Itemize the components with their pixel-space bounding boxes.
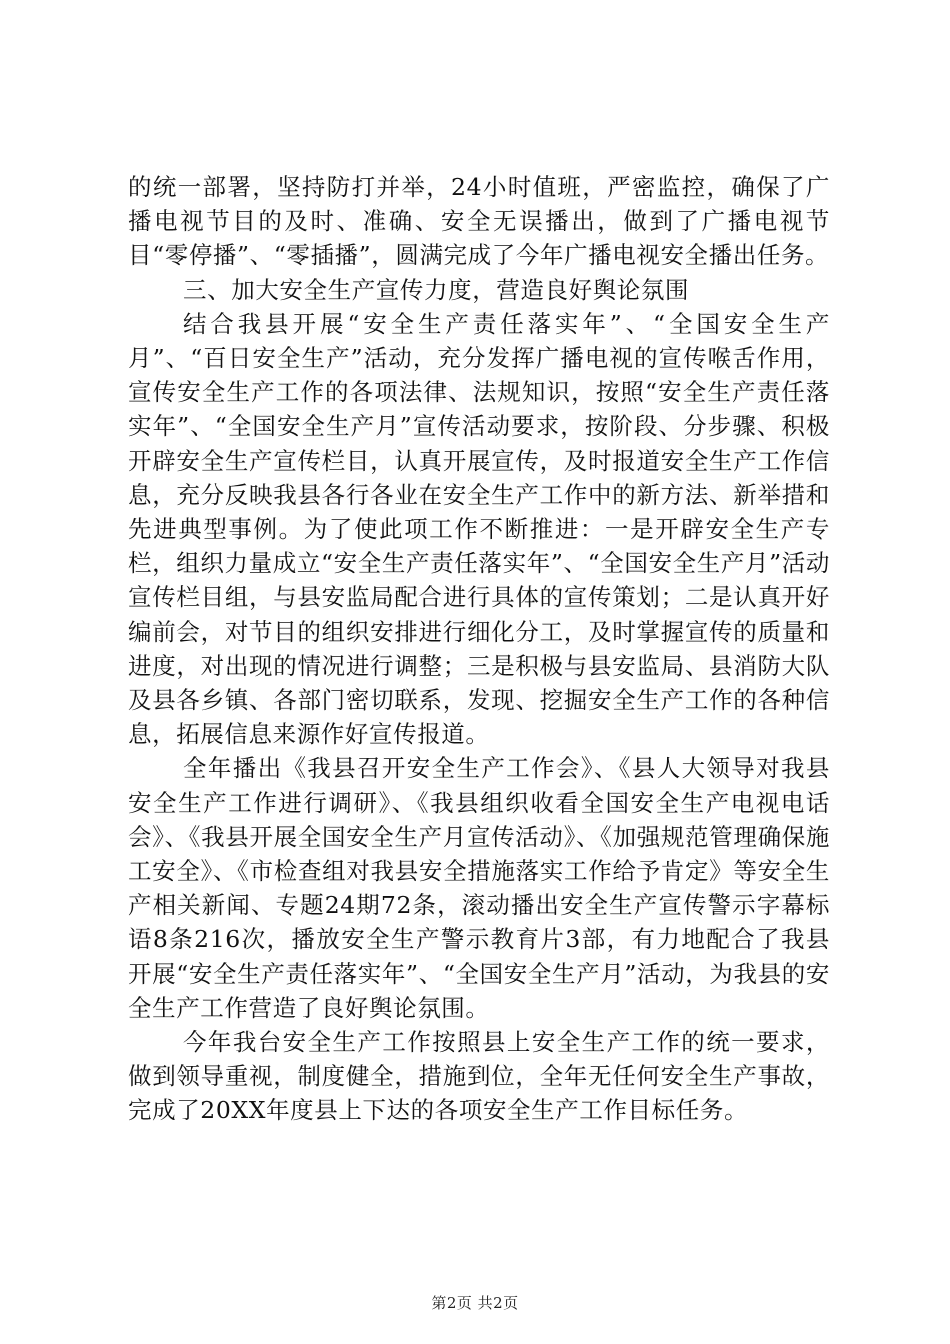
paragraph-continuation: 的统一部署，坚持防打并举，24小时值班，严密监控，确保了广播电视节目的及时、准确、安全无误播出，做到了广播电视节目“零停播”、“零插播”，圆满完成了今年广播电视安全播出任务。: [128, 173, 830, 270]
paragraph-broadcast-stats: 全年播出《我县召开安全生产工作会》、《县人大领导对我县安全生产工作进行调研》、《我县组织收看全国安全生产电视电话会》、《我县开展全国安全生产月宣传活动》、《加强规范管理确保施工安全》、《市检查组对我县安全措施落实工作给予肯定》等安全生产相关新闻、专题24期72条，滚动播出安全生产宣传警示字幕标语8条216次，播放安全生产警示教育片3部，有力地配合了我县开展“安全生产责任落实年”、“全国安全生产月”活动，为我县的安全生产工作营造了良好舆论氛围。: [128, 754, 830, 1022]
paragraph-conclusion: 今年我台安全生产工作按照县上安全生产工作的统一要求，做到领导重视，制度健全，措施到位，全年无任何安全生产事故，完成了20XX年度县上下达的各项安全生产工作目标任务。: [128, 1028, 830, 1125]
paragraph-publicity: 结合我县开展“安全生产责任落实年”、“全国安全生产月”、“百日安全生产”活动，充分发挥广播电视的宣传喉舌作用，宣传安全生产工作的各项法律、法规知识，按照“安全生产责任落实年”、“全国安全生产月”宣传活动要求，按阶段、分步骤、积极开辟安全生产宣传栏目，认真开展宣传，及时报道安全生产工作信息，充分反映我县各行各业在安全生产工作中的新方法、新举措和先进典型事例。为了使此项工作不断推进：一是开辟安全生产专栏，组织力量成立“安全生产责任落实年”、“全国安全生产月”活动宣传栏目组，与县安监局配合进行具体的宣传策划；二是认真开好编前会，对节目的组织安排进行细化分工，及时掌握宣传的质量和进度，对出现的情况进行调整；三是积极与县安监局、县消防大队及县各乡镇、各部门密切联系，发现、挖掘安全生产工作的各种信息，拓展信息来源作好宣传报道。: [128, 309, 830, 749]
page-footer: 第2页 共2页: [431, 1294, 519, 1312]
section-heading: 三、加大安全生产宣传力度，营造良好舆论氛围: [183, 275, 690, 304]
document-body: [128, 170, 830, 1128]
